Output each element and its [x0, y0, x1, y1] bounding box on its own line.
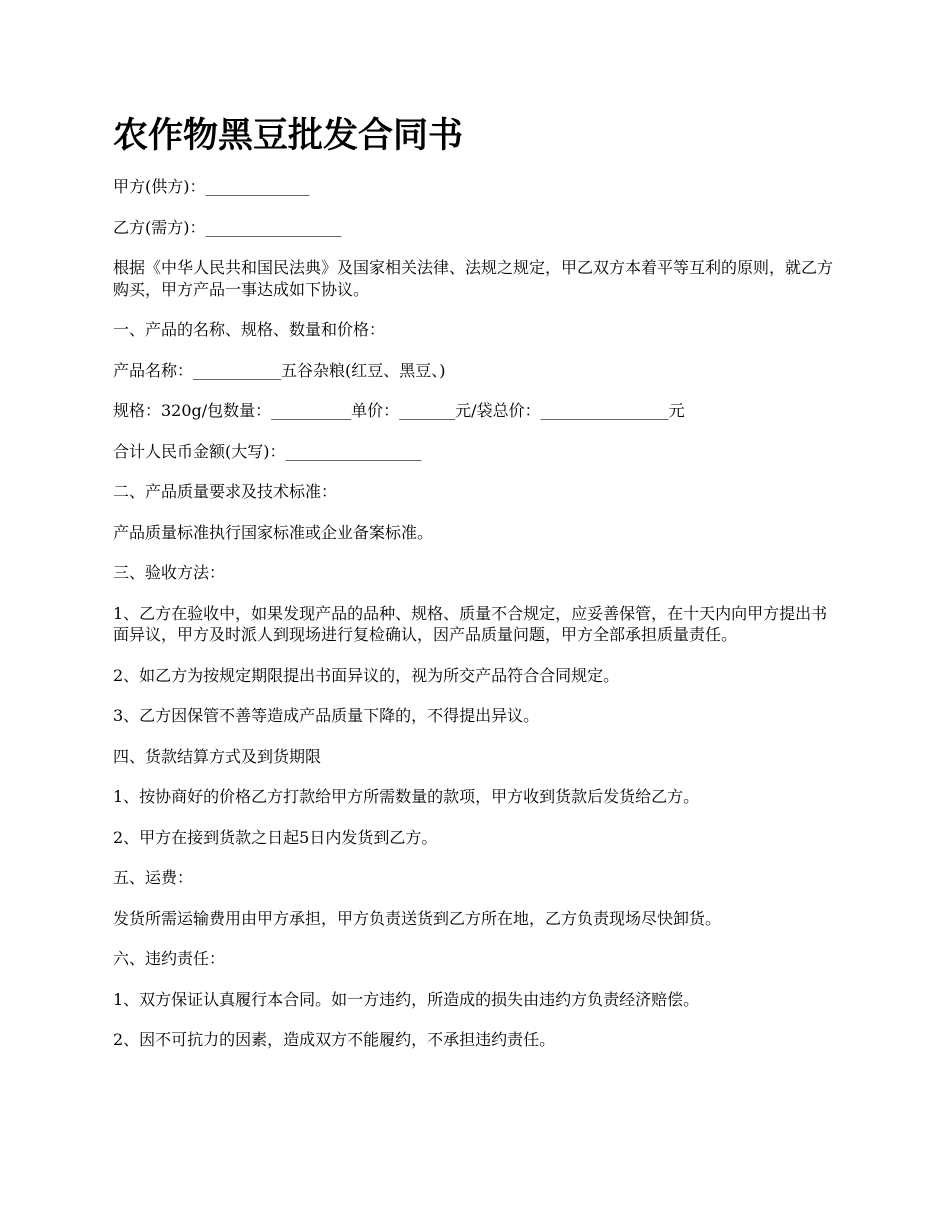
section-heading-6: 六、违约责任： [113, 949, 226, 968]
inspection-clause-2: 2、如乙方为按规定期限提出书面异议的，视为所交产品符合合同规定。 [113, 665, 620, 685]
inspection-clause-1: 1、乙方在验收中，如果发现产品的品种、规格、质量不合规定，应妥善保管，在十天内向甲方提出书面异议，甲方及时派人到现场进行复检确认，因产品质量问题，甲方全部承担质量责任。 [113, 603, 828, 644]
preamble-paragraph: 根据《中华人民共和国民法典》及国家相关法律、法规之规定，甲乙双方本着平等互利的原则，就乙方购买，甲方产品一事达成如下协议。 [113, 258, 834, 299]
payment-clause-2: 2、甲方在接到货款之日起5日内发货到乙方。 [113, 827, 438, 847]
section-heading-5: 五、运费： [113, 868, 194, 887]
section-heading-1: 一、产品的名称、规格、数量和价格： [113, 320, 386, 339]
quality-standard-paragraph: 产品质量标准执行国家标准或企业备案标准。 [113, 522, 434, 542]
liability-clause-2: 2、因不可抗力的因素，造成双方不能履约，不承担违约责任。 [113, 1030, 556, 1049]
section-heading-3: 三、验收方法： [113, 563, 226, 582]
freight-paragraph: 发货所需运输费用由甲方承担，甲方负责送货到乙方所在地，乙方负责现场尽快卸货。 [113, 908, 722, 928]
party-b-line: 乙方(需方)：_________________ [113, 217, 342, 237]
party-a-line: 甲方(供方)：_____________ [113, 177, 310, 196]
spec-price-line: 规格：320g/包数量：__________单价：_______元/袋总价：________________元 [113, 401, 685, 420]
document-title: 农作物黑豆批发合同书 [113, 115, 464, 156]
document-page [113, 112, 843, 1070]
section-heading-2: 二、产品质量要求及技术标准： [113, 482, 338, 501]
total-amount-line: 合计人民币金额(大写)：_________________ [113, 441, 422, 461]
inspection-clause-3: 3、乙方因保管不善等造成产品质量下降的，不得提出异议。 [113, 706, 540, 725]
section-heading-4: 四、货款结算方式及到货期限 [113, 746, 322, 766]
payment-clause-1: 1、按协商好的价格乙方打款给甲方所需数量的款项，甲方收到货款后发货给乙方。 [113, 787, 700, 806]
product-name-line: 产品名称：___________五谷杂粮(红豆、黑豆、) [113, 360, 446, 380]
liability-clause-1: 1、双方保证认真履行本合同。如一方违约，所造成的损失由违约方负责经济赔偿。 [113, 989, 700, 1009]
